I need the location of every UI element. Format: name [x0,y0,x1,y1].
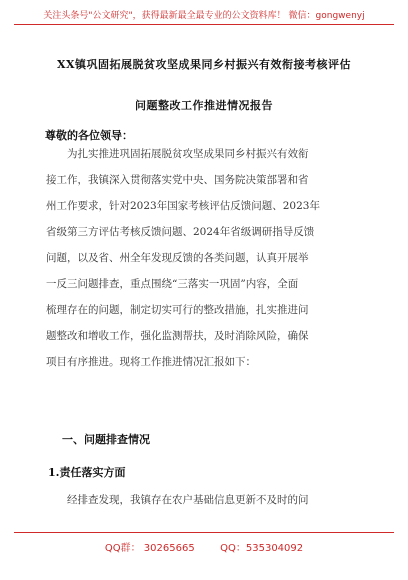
paragraph-line: 题整改和增收工作，强化监测帮扶，及时消除风险，确保 [46,330,309,342]
paragraph-line: 接工作，我镇深入贯彻落实党中央、国务院决策部署和省 [46,174,309,186]
paragraph-line: 一反三问题排查，重点围绕“三落实一巩固”内容，全面 [46,278,299,290]
salutation: 尊敬的各位领导： [45,129,133,142]
paragraph-line: 州工作要求，针对2023年国家考核评估反馈问题、2023年 [46,200,320,212]
paragraph-line: 省级第三方评估考核反馈问题、2024年省级调研指导反馈 [46,226,315,238]
document-title-line-2: 问题整改工作推进情况报告 [135,99,273,112]
subsection-heading-1: 1.责任落实方面 [48,466,126,479]
footer-divider [14,532,394,533]
footer-qq-number: QQ：535304092 [220,543,304,554]
footer-contact [0,539,408,554]
paragraph-line: 项目有序推进。现将工作推进情况汇报如下： [46,356,256,368]
paragraph-line: 问题，以及省、州全年发现反馈的各类问题，认真开展举 [46,252,309,264]
section-heading-1: 一、问题排查情况 [62,433,150,446]
paragraph-line: 梳理存在的问题，制定切实可行的整改措施，扎实推进问 [46,304,309,316]
header-banner: 关注头条号"公文研究"，获得最新最全最专业的公文资料库！ 微信：gongwenyj [43,11,365,21]
header-divider [14,24,394,25]
paragraph-intro [46,141,366,375]
document-title-line-1: XX镇巩固拓展脱贫攻坚成果同乡村振兴有效衔接考核评估 [56,58,352,71]
paragraph-findings [46,487,366,513]
paragraph-line: 为扎实推进巩固拓展脱贫攻坚成果同乡村振兴有效衔 [67,148,309,160]
paragraph-line: 经排查发现，我镇存在农户基础信息更新不及时的问 [67,494,309,506]
footer-qq-group: QQ群： 30265665 [104,543,195,554]
